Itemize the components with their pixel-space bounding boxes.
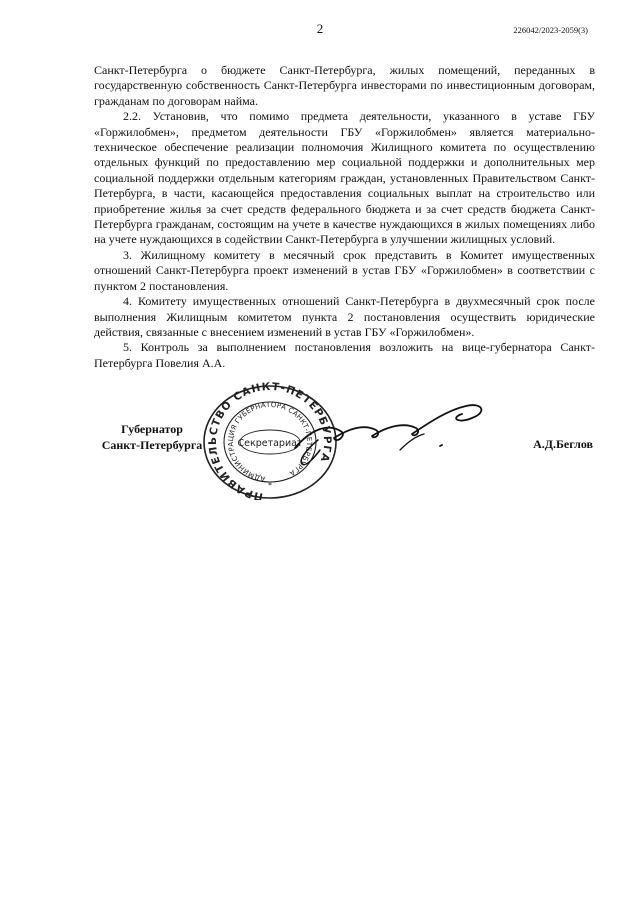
paragraph-continuation: Санкт-Петербурга о бюджете Санкт-Петербурга, жилых помещений, переданных в государственную собственность Санкт-Петербурга инвесторами по инвестиционным договорам, гражданам по договорам найма. [94,63,595,108]
paragraph-3: 3. Жилищному комитету в месячный срок представить в Комитет имущественных отношений Санкт-Петербурга проект изменений в устав ГБУ «Горжилобмен» в соответствии с пунктом 2 постановления. [94,247,595,293]
paragraph-4: 4. Комитету имущественных отношений Санкт-Петербурга в двухмесячный срок после выполнения Жилищным комитетом пункта 2 постановления осуществить юридические действия, связанные с внесением изменений в устав ГБУ «Горжилобмен». [94,294,595,339]
signatory-name: А.Д.Беглов [533,437,593,451]
handwritten-signature [290,388,495,468]
signatory-title [92,422,212,453]
paragraph-2-2: 2.2. Установив, что помимо предмета деятельности, указанного в уставе ГБУ «Горжилобмен», предметом деятельности ГБУ «Горжилобмен» является материально-техническое обеспечение реализации полномочия Жилищного комитета по осуществлению отдельных функций по предоставлению мер социальной поддержки и дополнительных мер социальной поддержки отдельным категориям граждан, установленных Правительством Санкт-Петербурга, в части, касающейся предоставления социальных выплат на строительство или приобретение жилья за счет средств федерального бюджета и за счет средств бюджета Санкт-Петербурга гражданам, состоящим на учете в качестве нуждающихся в жилых помещениях либо на учете нуждающихся в содействии Санкт-Петербурга в улучшении жилищных условий. [94,109,595,247]
document-body [94,63,595,371]
signatory-title-line1: Губернатор [121,422,183,436]
signatory-title-line2: Санкт-Петербурга [101,437,203,452]
paragraph-5: 5. Контроль за выполнением постановления возложить на вице-губернатора Санкт-Петербурга Повелия А.А. [94,340,595,370]
document-reference: 226042/2023-2059(3) [513,25,588,35]
seal-inner-text: АДМИНИСТРАЦИЯ ГУБЕРНАТОРА САНКТ-ПЕТЕРБУРГА [226,400,314,483]
page-number: 2 [316,21,324,36]
seal-outer-text: ПРАВИТЕЛЬСТВО САНКТ-ПЕТЕРБУРГА [206,380,334,500]
seal-star-icon: * [268,481,272,490]
seal-center-text: Секретариат [237,438,303,449]
